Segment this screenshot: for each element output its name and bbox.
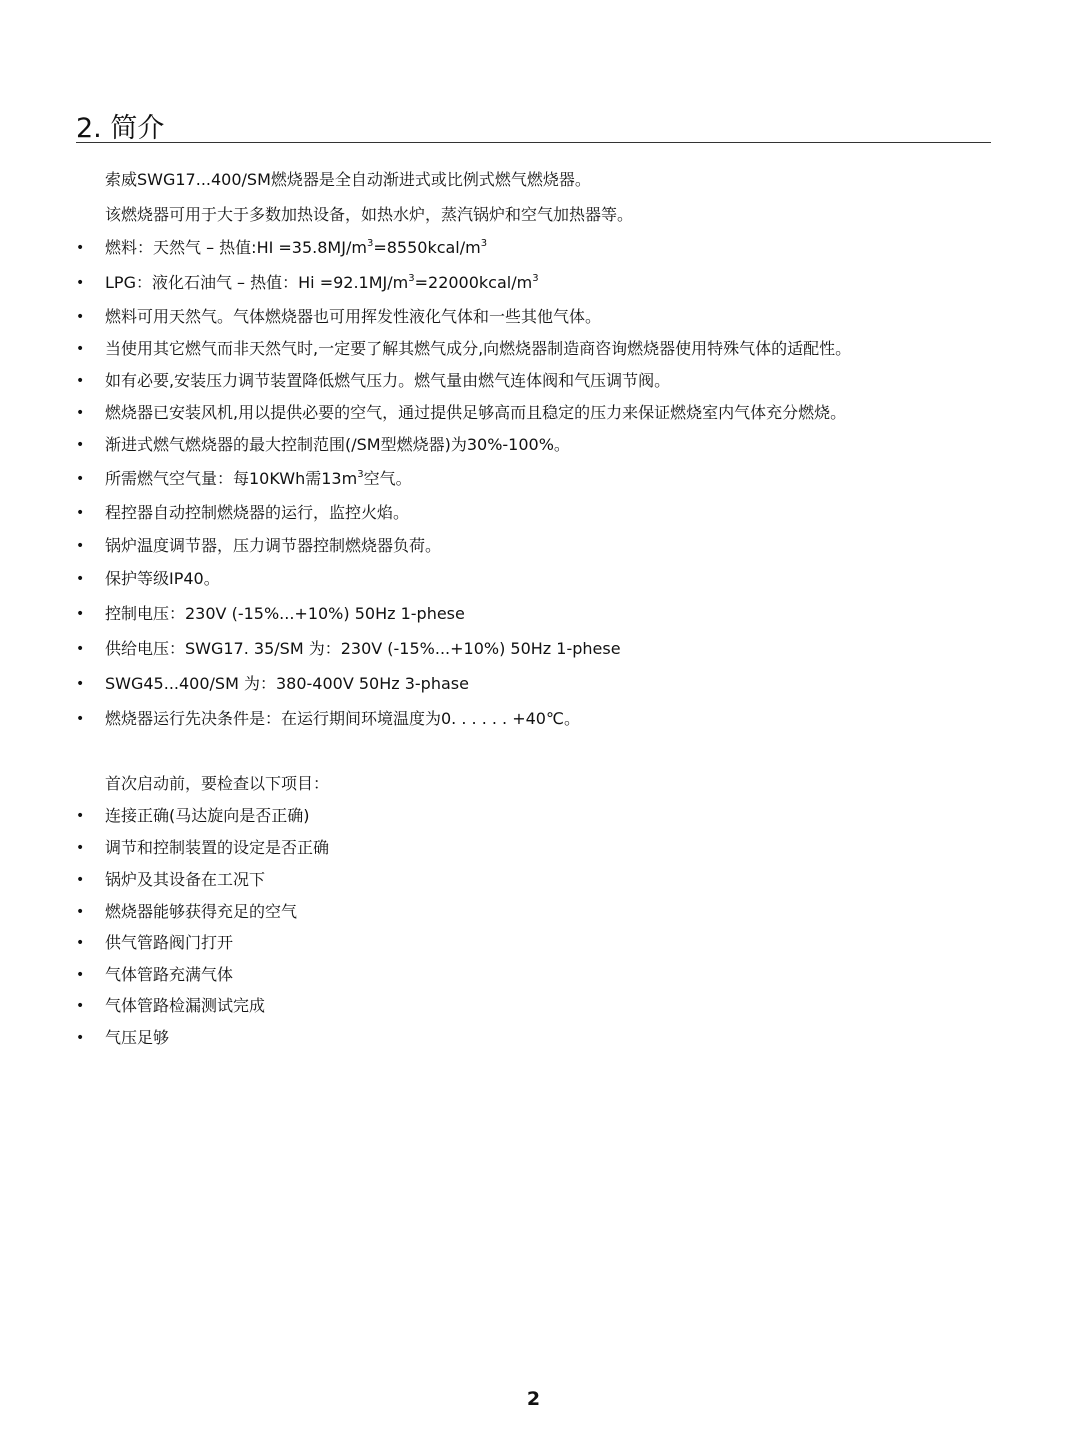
- bullet-icon: •: [76, 571, 85, 587]
- bullet-icon: •: [76, 808, 85, 824]
- bullet-icon: •: [76, 240, 85, 256]
- bullet-icon: •: [76, 275, 85, 291]
- bullet-icon: •: [76, 606, 85, 622]
- bullet-icon: •: [76, 872, 85, 888]
- bullet-icon: •: [76, 998, 85, 1014]
- bullet-icon: •: [76, 505, 85, 521]
- bullet-icon: •: [76, 538, 85, 554]
- title-divider: [76, 142, 991, 143]
- bullet-icon: •: [76, 1030, 85, 1046]
- bullet-icon: •: [76, 676, 85, 692]
- bullet-icon: •: [76, 309, 85, 325]
- bullet-icon: •: [76, 437, 85, 453]
- page-number: 2: [526, 1388, 541, 1410]
- bullet-icon: •: [76, 904, 85, 920]
- section-title: 2. 简介: [76, 113, 165, 144]
- bullet-icon: •: [76, 641, 85, 657]
- bullet-icon: •: [76, 711, 85, 727]
- bullet-icon: •: [76, 967, 85, 983]
- bullet-icon: •: [76, 935, 85, 951]
- bullet-icon: •: [76, 471, 85, 487]
- bullet-icon: •: [76, 341, 85, 357]
- bullet-icon: •: [76, 373, 85, 389]
- bullet-icon: •: [76, 840, 85, 856]
- bullet-icon: •: [76, 405, 85, 421]
